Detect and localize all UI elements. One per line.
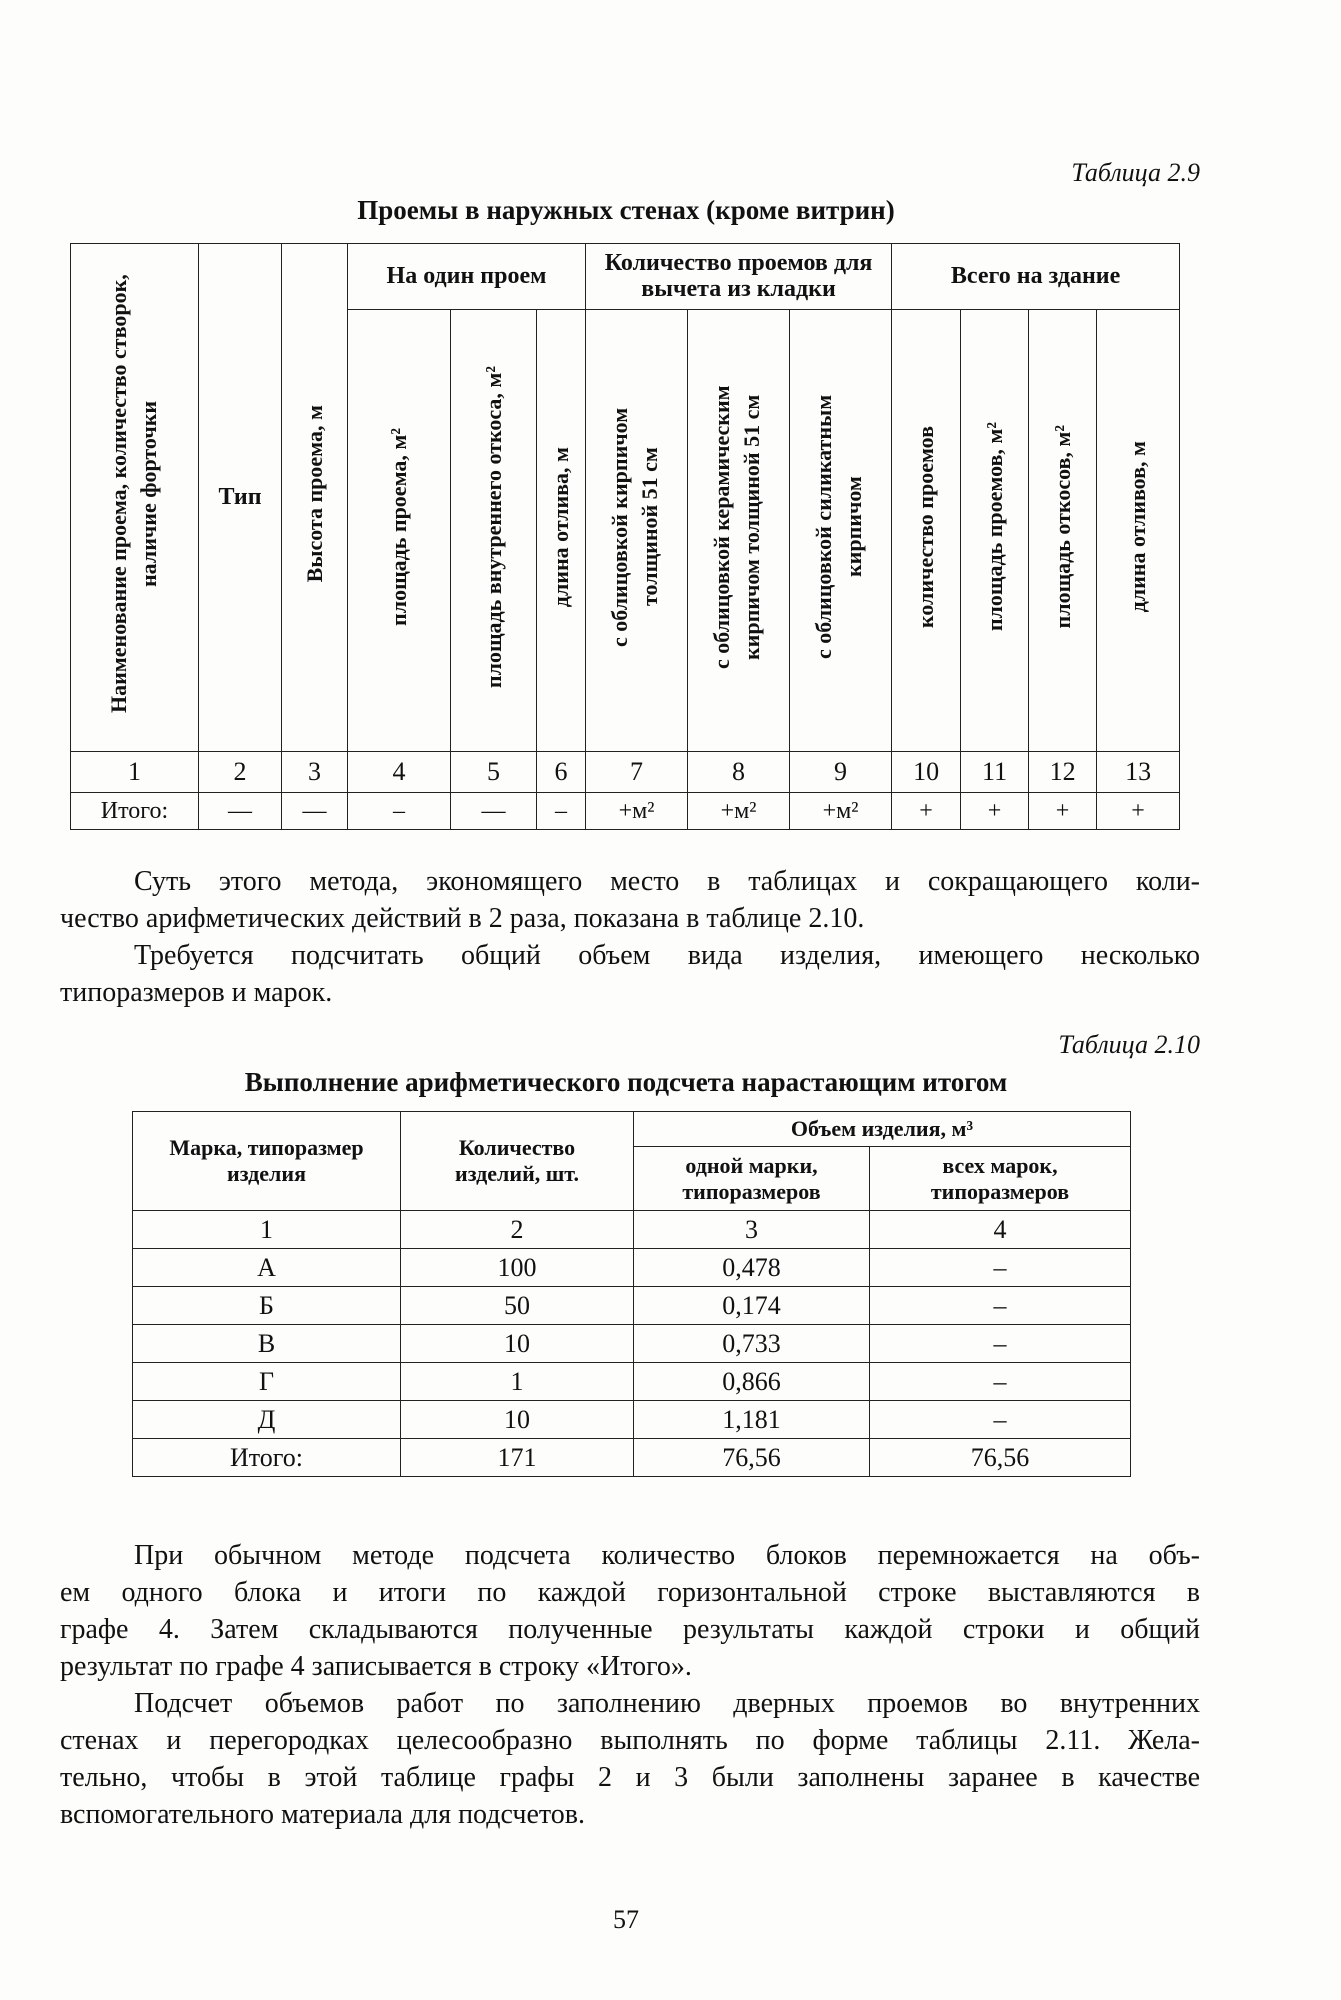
table-row: [133, 1325, 1131, 1363]
header-cell: площадь проемов, м²: [961, 309, 1029, 751]
text-line: чество арифметических действий в 2 раза, показана в таблице 2.10.: [60, 903, 865, 934]
header-cell: Высота проема, м: [282, 244, 348, 752]
table-cell: —: [282, 793, 348, 830]
table-cell: 11: [961, 752, 1029, 793]
header-cell: Объем изделия, м³: [634, 1112, 1131, 1147]
paragraph: [60, 863, 1200, 1011]
text-line: При обычном методе подсчета количество блоков перемножается на объ-: [134, 1540, 1200, 1571]
table-cell: А: [133, 1249, 401, 1287]
table-cell: –: [870, 1249, 1131, 1287]
table-cell: 100: [401, 1249, 634, 1287]
table-cell: 9: [790, 752, 892, 793]
table-title: Проемы в наружных стенах (кроме витрин): [357, 195, 895, 225]
paragraph: [60, 1537, 1200, 1833]
table-cell: Итого:: [71, 793, 199, 830]
table-cell: –: [870, 1363, 1131, 1401]
table-row: [133, 1401, 1131, 1439]
header-cell: Количество изделий, шт.: [401, 1112, 634, 1211]
text-line: Суть этого метода, экономящего место в таблицах и сокращающего коли-: [134, 866, 1200, 897]
table-cell: 12: [1029, 752, 1097, 793]
table-cell: 1: [401, 1363, 634, 1401]
table-cell: 3: [634, 1211, 870, 1249]
page-number: 57: [613, 1905, 639, 1934]
table-cell: Г: [133, 1363, 401, 1401]
table-cell: –: [537, 793, 586, 830]
text-line: типоразмеров и марок.: [60, 977, 333, 1008]
text-line: стенах и перегородках целесообразно выполнять по форме таблицы 2.11. Жела-: [60, 1725, 1200, 1756]
total-row: [133, 1439, 1131, 1477]
openings-table: [70, 243, 1180, 830]
header-cell: с облицовкой силикатным кирпичом: [790, 309, 892, 751]
table-row: [133, 1363, 1131, 1401]
text-line: Подсчет объемов работ по заполнению дверных проемов во внутренних: [134, 1688, 1200, 1719]
text-line: графе 4. Затем складываются полученные результаты каждой строки и общий: [60, 1614, 1200, 1645]
header-cell: длина отлива, м: [537, 309, 586, 751]
header-cell: Наименование проема, количество створок, наличие форточки: [71, 244, 199, 752]
table-cell: 76,56: [870, 1439, 1131, 1477]
table-cell: 3: [282, 752, 348, 793]
text-line: ем одного блока и итоги по каждой горизонтальной строке выставляются в: [60, 1577, 1200, 1608]
table-cell: 2: [401, 1211, 634, 1249]
text-line: Требуется подсчитать общий объем вида изделия, имеющего несколько: [134, 940, 1200, 971]
table-cell: —: [199, 793, 282, 830]
table-cell: 2: [199, 752, 282, 793]
table-cell: 6: [537, 752, 586, 793]
running-total-table: [132, 1111, 1131, 1477]
table-cell: Итого:: [133, 1439, 401, 1477]
group-header: На один проем: [348, 244, 586, 310]
group-header: Количество проемов для вычета из кладки: [586, 244, 892, 310]
header-cell: площадь откосов, м²: [1029, 309, 1097, 751]
header-cell: Тип: [199, 244, 282, 752]
table-cell: +: [1029, 793, 1097, 830]
table-caption: Таблица 2.9: [1071, 158, 1200, 187]
table-cell: +м²: [688, 793, 790, 830]
table-cell: 0,478: [634, 1249, 870, 1287]
header-cell: количество проемов: [892, 309, 961, 751]
table-cell: +: [892, 793, 961, 830]
table-title: Выполнение арифметического подсчета нарастающим итогом: [244, 1067, 1008, 1097]
table-cell: 10: [401, 1325, 634, 1363]
table-cell: 1: [133, 1211, 401, 1249]
table-cell: Д: [133, 1401, 401, 1439]
table-cell: 8: [688, 752, 790, 793]
table-cell: –: [348, 793, 451, 830]
text-line: вспомогательного материала для подсчетов.: [60, 1799, 585, 1830]
table-cell: –: [870, 1325, 1131, 1363]
table-cell: +: [1097, 793, 1180, 830]
column-numbers-row: [71, 752, 1180, 793]
table-cell: 0,733: [634, 1325, 870, 1363]
table-cell: В: [133, 1325, 401, 1363]
table-row: [133, 1287, 1131, 1325]
table-cell: 0,174: [634, 1287, 870, 1325]
table-cell: Б: [133, 1287, 401, 1325]
table-cell: 7: [586, 752, 688, 793]
header-cell: площадь проема, м²: [348, 309, 451, 751]
table-cell: 50: [401, 1287, 634, 1325]
header-cell: всех марок, типоразмеров: [870, 1147, 1131, 1211]
table-cell: 10: [892, 752, 961, 793]
text-line: тельно, чтобы в этой таблице графы 2 и 3 были заполнены заранее в качестве: [60, 1762, 1200, 1793]
table-cell: 5: [451, 752, 537, 793]
header-cell: длина отливов, м: [1097, 309, 1180, 751]
table-cell: +м²: [790, 793, 892, 830]
header-cell: одной марки, типоразмеров: [634, 1147, 870, 1211]
header-cell: Марка, типоразмер изделия: [133, 1112, 401, 1211]
table-cell: –: [870, 1287, 1131, 1325]
group-header: Всего на здание: [892, 244, 1180, 310]
table-cell: 0,866: [634, 1363, 870, 1401]
table-cell: 13: [1097, 752, 1180, 793]
table-cell: 1,181: [634, 1401, 870, 1439]
table-cell: 171: [401, 1439, 634, 1477]
total-row: [71, 793, 1180, 830]
table-row: [133, 1249, 1131, 1287]
table-cell: –: [870, 1401, 1131, 1439]
header-cell: площадь внутреннего откоса, м²: [451, 309, 537, 751]
table-cell: +: [961, 793, 1029, 830]
table-cell: —: [451, 793, 537, 830]
table-cell: 1: [71, 752, 199, 793]
table-cell: 4: [870, 1211, 1131, 1249]
table-cell: +м²: [586, 793, 688, 830]
table-caption: Таблица 2.10: [1058, 1030, 1200, 1059]
table-cell: 4: [348, 752, 451, 793]
header-cell: с облицовкой кирпичом толщиной 51 см: [586, 309, 688, 751]
column-numbers-row: [133, 1211, 1131, 1249]
table-cell: 76,56: [634, 1439, 870, 1477]
text-line: результат по графе 4 записывается в строку «Итого».: [60, 1651, 692, 1682]
header-cell: с облицовкой керамическим кирпичом толщиной 51 см: [688, 309, 790, 751]
table-cell: 10: [401, 1401, 634, 1439]
